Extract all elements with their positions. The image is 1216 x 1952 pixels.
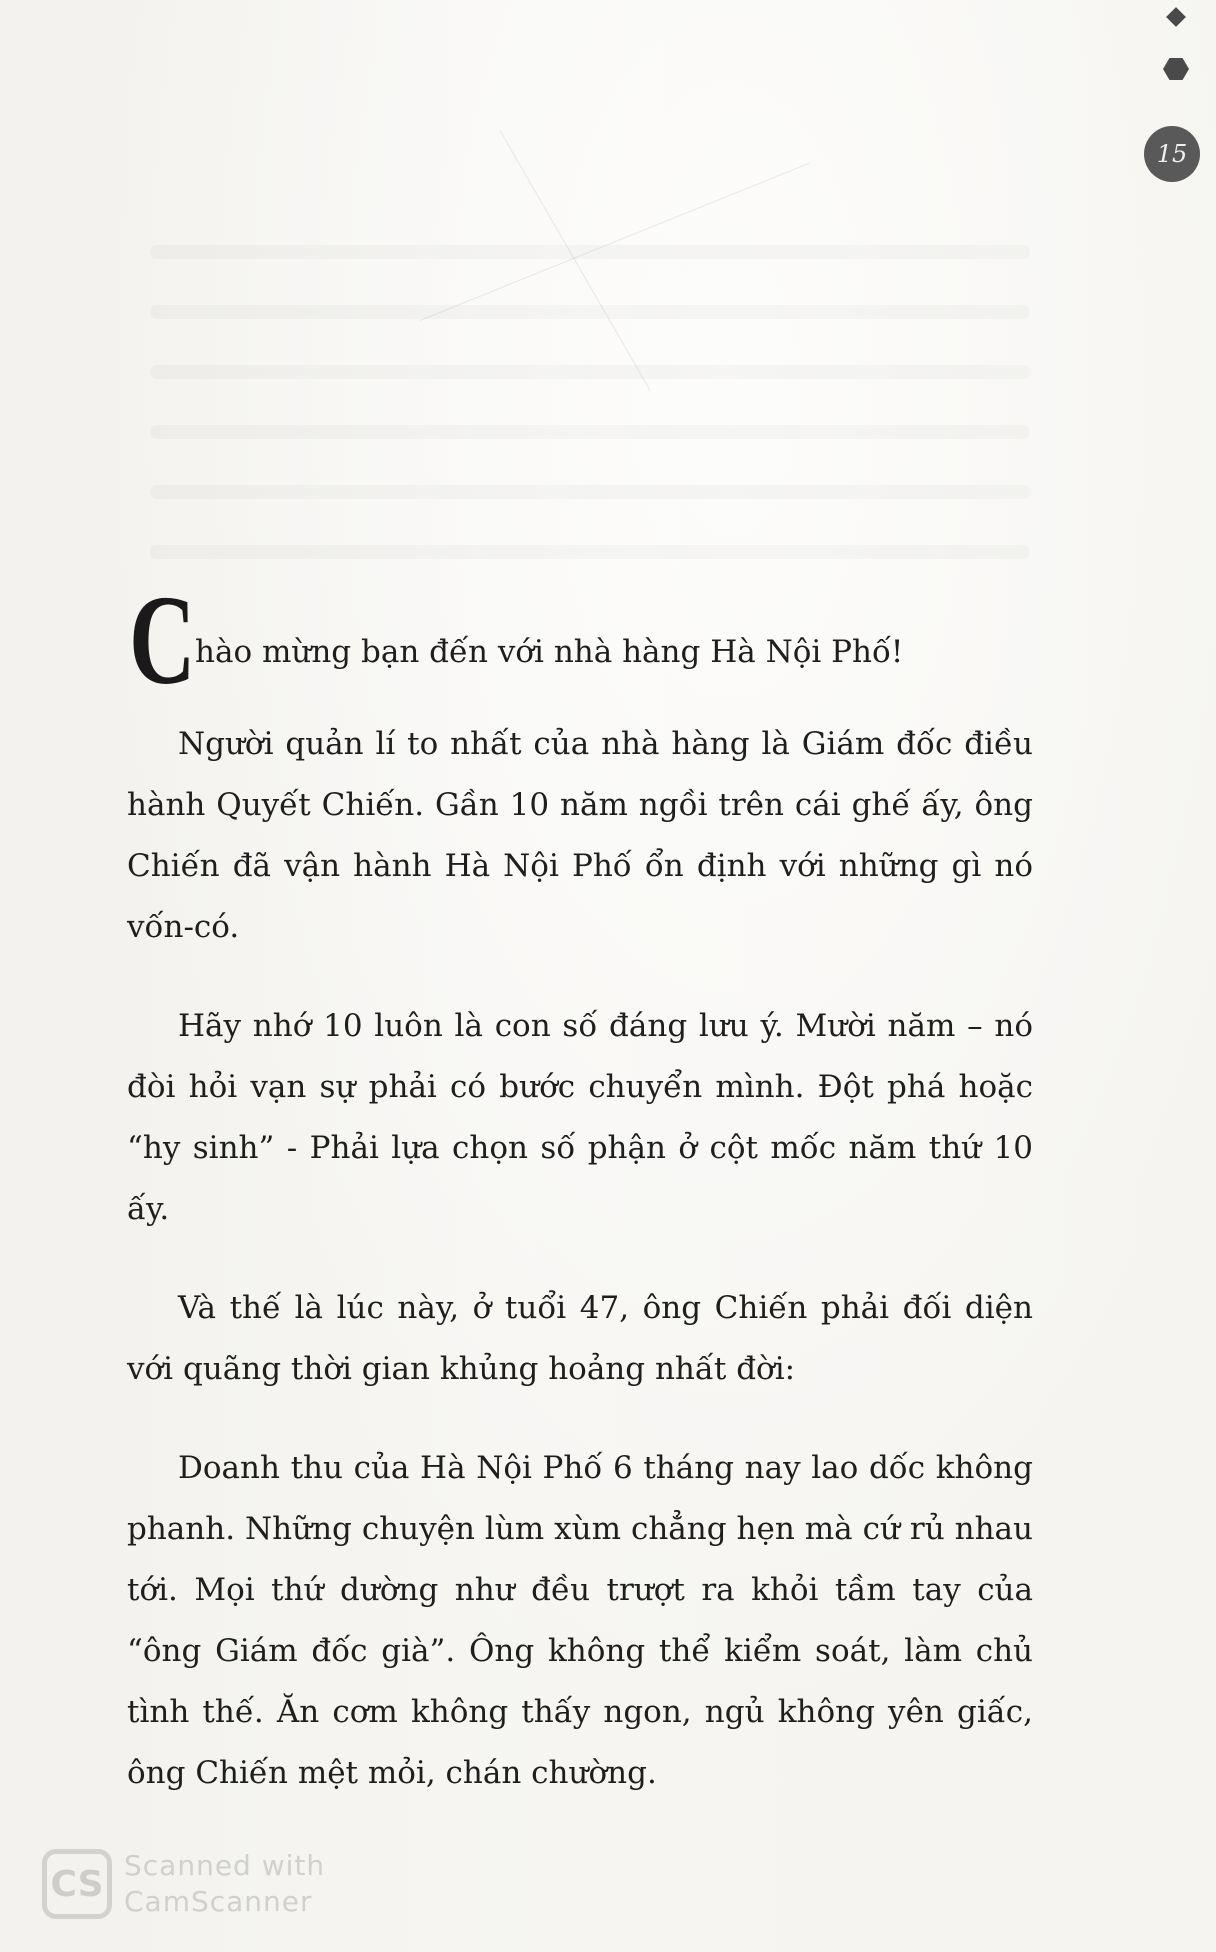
show-through-line [150, 545, 1030, 559]
watermark-line-2: CamScanner [124, 1885, 313, 1918]
show-through-line [150, 425, 1030, 439]
show-through-line [150, 485, 1030, 499]
watermark-text [124, 1848, 325, 1920]
camscanner-logo-icon: CS [42, 1849, 112, 1919]
drop-cap: C [129, 569, 193, 711]
paragraph: Doanh thu của Hà Nội Phố 6 tháng nay lao dốc không phanh. Những chuyện lùm xùm chẳng hẹn mà cứ rủ nhau tới. Mọi thứ dường như đều trượt ra khỏi tầm tay của “ông Giám đốc già”. Ông không thể kiểm soát, làm chủ tình thế. Ăn cơm không thấy ngon, ngủ không yên giấc, ông Chiến mệt mỏi, chán chường. [127, 1450, 1033, 1791]
hexagon-marker-icon [1163, 58, 1189, 80]
show-through-line [150, 305, 1030, 319]
watermark-line-1: Scanned with [124, 1849, 326, 1882]
show-through-line [150, 365, 1030, 379]
opening-line [127, 569, 1033, 711]
diamond-marker-icon [1166, 7, 1186, 27]
opening-text: hào mừng bạn đến với nhà hàng Hà Nội Phố! [195, 634, 904, 670]
paragraph: Người quản lí to nhất của nhà hàng là Giám đốc điều hành Quyết Chiến. Gần 10 năm ngồi trên cái ghế ấy, ông Chiến đã vận hành Hà Nội Phố ổn định với những gì nó vốn-có. [127, 726, 1033, 945]
paper-crease [420, 163, 810, 321]
paragraph: Hãy nhớ 10 luôn là con số đáng lưu ý. Mười năm – nó đòi hỏi vạn sự phải có bước chuyển mình. Đột phá hoặc “hy sinh” - Phải lựa chọn số phận ở cột mốc năm thứ 10 ấy. [127, 1008, 1033, 1227]
paper-crease [500, 130, 651, 390]
chapter-text [127, 569, 1033, 1842]
scanner-watermark [42, 1848, 325, 1920]
paragraph: Và thế là lúc này, ở tuổi 47, ông Chiến phải đối diện với quãng thời gian khủng hoảng nhất đời: [127, 1290, 1033, 1387]
page-number: 15 [1144, 126, 1200, 182]
